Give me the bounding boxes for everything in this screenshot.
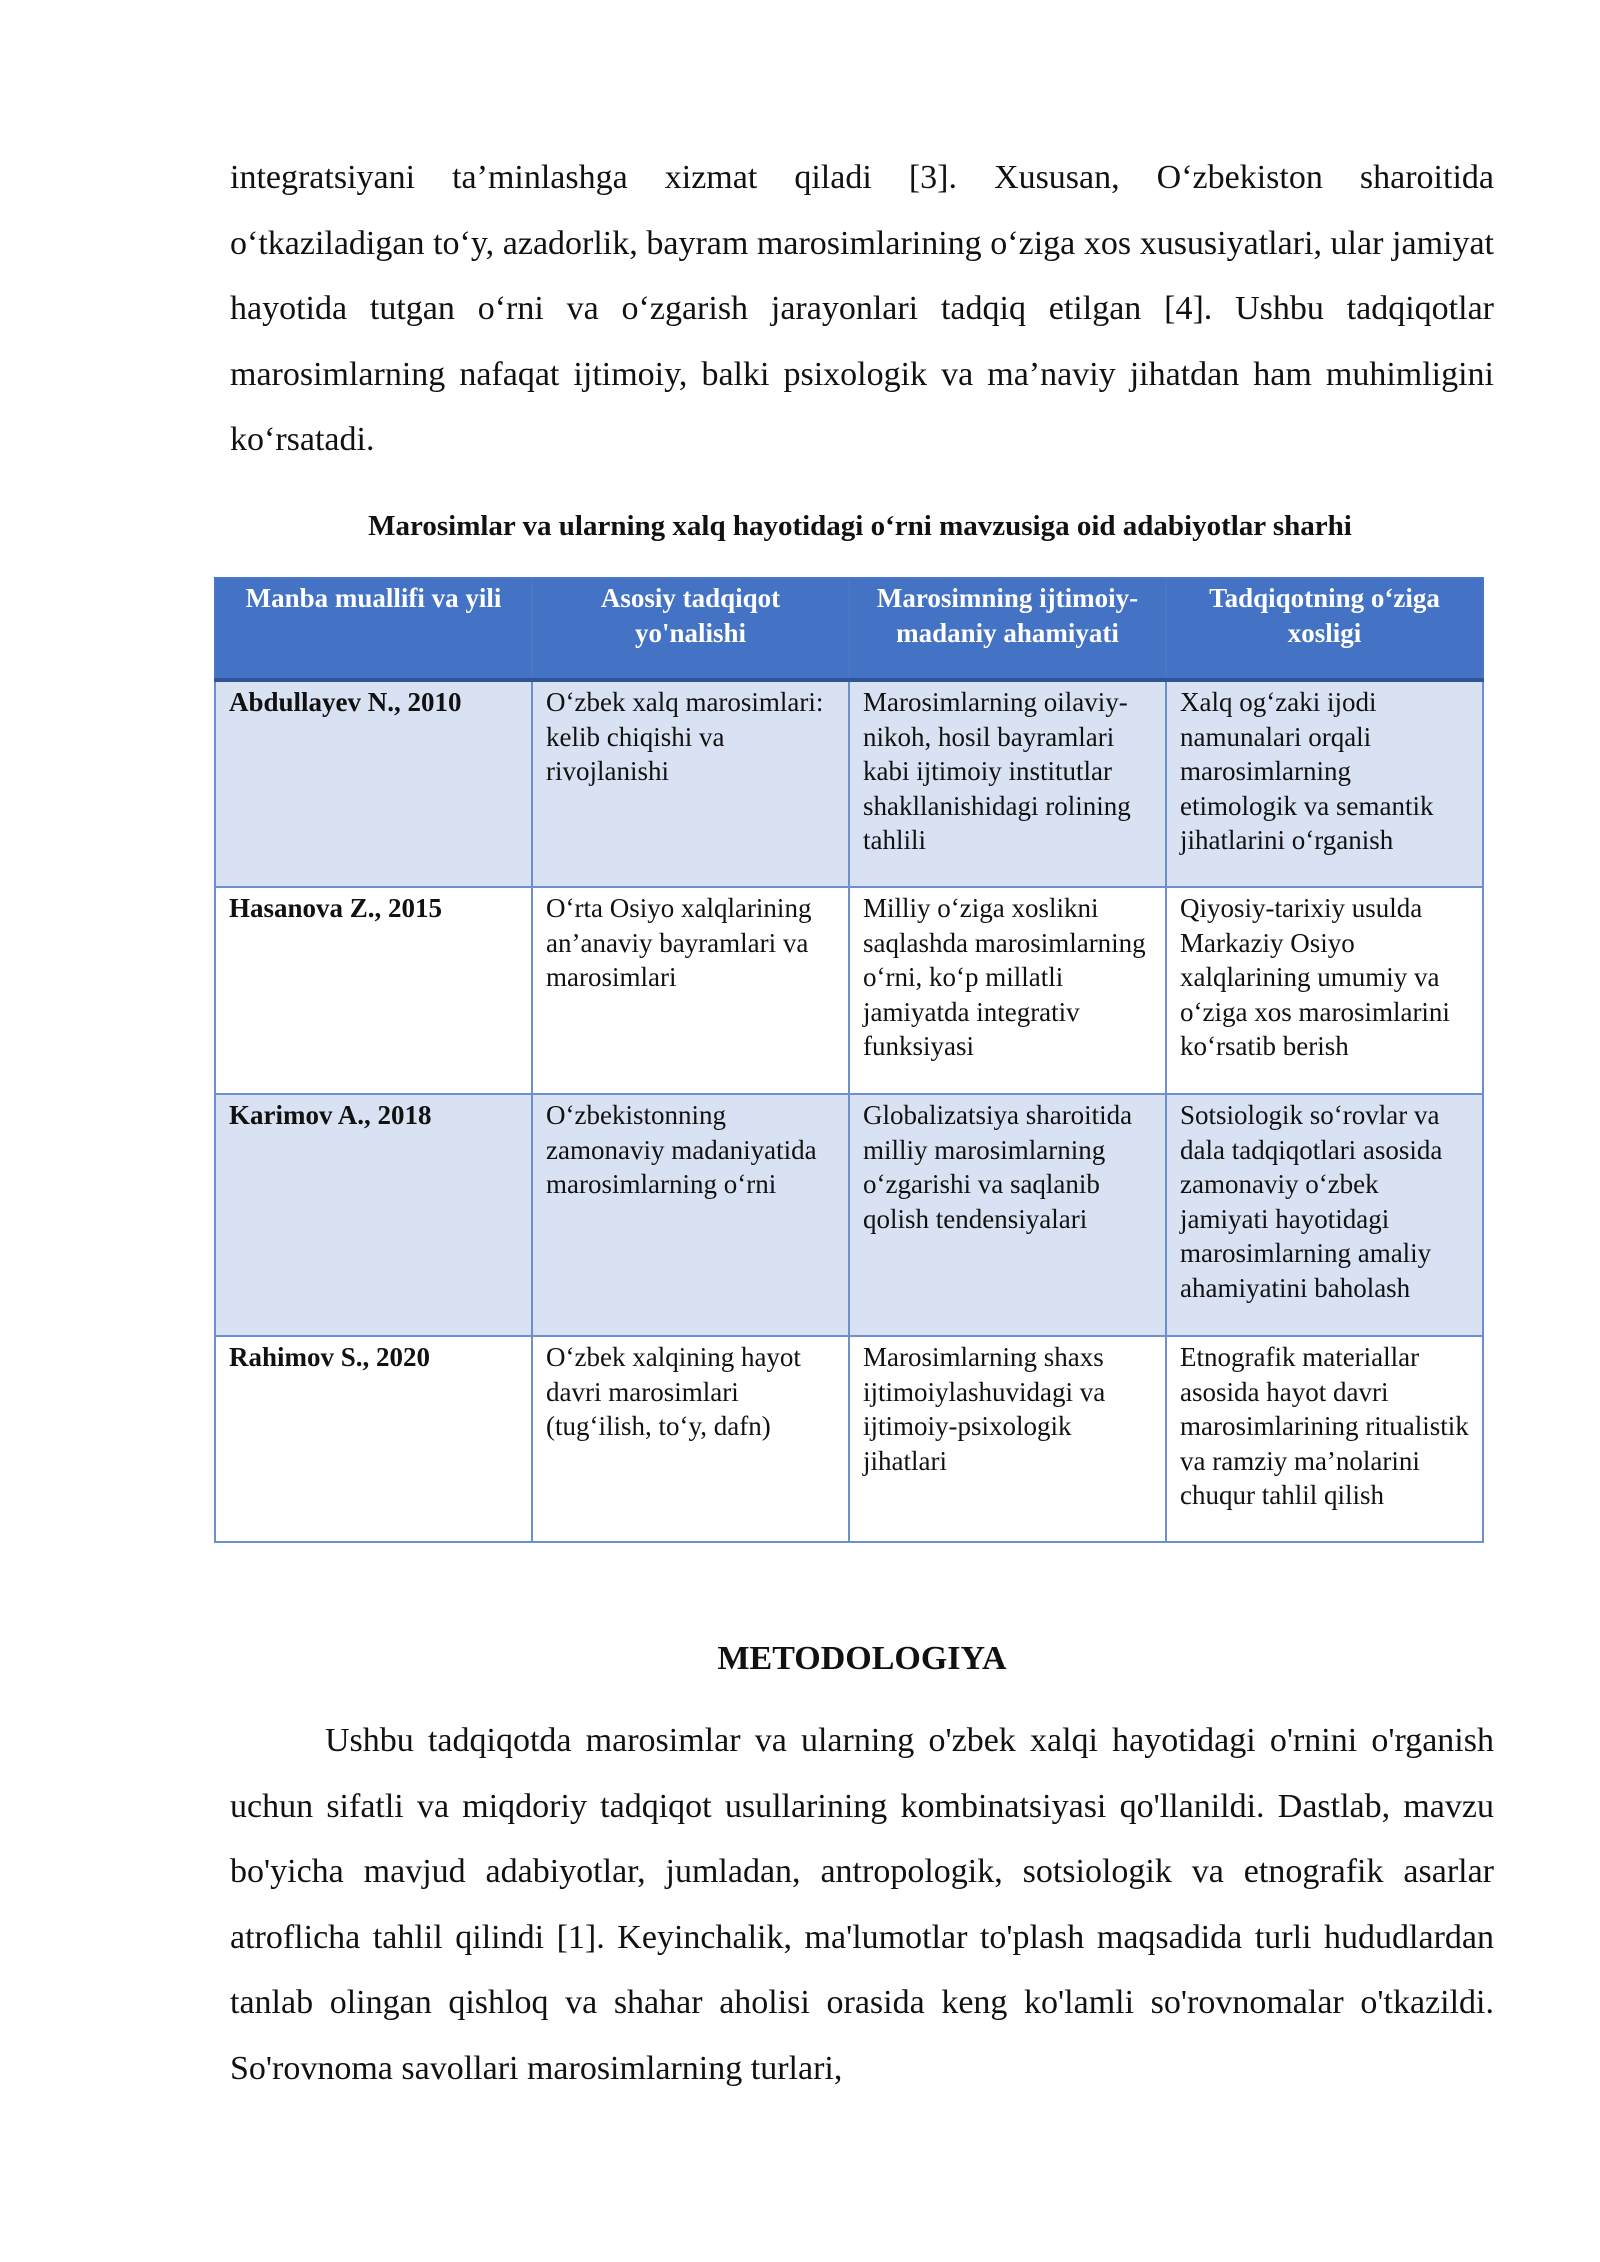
table-caption: Marosimlar va ularning xalq hayotidagi o‘rni mavzusiga oid adabiyotlar sharhi [368, 510, 1352, 542]
methodology-paragraph: Ushbu tadqiqotda marosimlar va ularning o'zbek xalqi hayotidagi o'rnini o'rganish uchun sifatli va miqdoriy tadqiqot usullarining kombinatsiyasi qo'llanildi. Dastlab, mavzu bo'yicha mavjud adabiyotlar, jumladan, antropologik, sotsiologik va etnografik asarlar atroflicha tahlil qilindi [1]. Keyinchalik, ma'lumotlar to'plash maqsadida turli hududlardan tanlab olingan qishloq va shahar aholisi orasida keng ko'lamli so'rovnomalar o'tkazildi. So'rovnoma savollari marosimlarning turlari, [230, 1722, 1494, 2087]
intro-paragraph: integratsiyani ta’minlashga xizmat qiladi [3]. Xususan, O‘zbekiston sharoitida o‘tkaziladigan to‘y, azadorlik, bayram marosimlarining o‘ziga xos xususiyatlari, ular jamiyat hayotida tutgan o‘rni va o‘zgarish jarayonlari tadqiq etilgan [4]. Ushbu tadqiqotlar marosimlarning nafaqat ijtimoiy, balki psixologik va ma’naviy jihatdan ham muhimligini ko‘rsatadi. [230, 159, 1494, 458]
cell-direction: O‘zbek xalq marosimlari: kelib chiqishi va rivojlanishi [532, 680, 849, 887]
cell-significance: Marosimlarning oilaviy-nikoh, hosil bayramlari kabi ijtimoiy institutlar shakllanishidagi rolining tahlili [849, 680, 1166, 887]
table-row [215, 1336, 1483, 1542]
table-row [215, 680, 1483, 887]
header-uniqueness: Tadqiqotning o‘ziga xosligi [1166, 578, 1483, 680]
header-direction: Asosiy tadqiqot yo'nalishi [532, 578, 849, 680]
cell-direction: O‘rta Osiyo xalqlarining an’anaviy bayramlari va marosimlari [532, 887, 849, 1094]
header-author: Manba muallifi va yili [215, 578, 532, 680]
cell-uniqueness: Qiyosiy-tarixiy usulda Markaziy Osiyo xalqlarining umumiy va o‘ziga xos marosimlarini ko‘rsatib berish [1166, 887, 1483, 1094]
literature-review-table [214, 577, 1484, 1543]
cell-direction: O‘zbekistonning zamonaviy madaniyatida marosimlarning o‘rni [532, 1094, 849, 1336]
cell-uniqueness: Xalq og‘zaki ijodi namunalari orqali marosimlarning etimologik va semantik jihatlarini o‘rganish [1166, 680, 1483, 887]
cell-significance: Milliy o‘ziga xoslikni saqlashda marosimlarning o‘rni, ko‘p millatli jamiyatda integrativ funksiyasi [849, 887, 1166, 1094]
cell-author: Hasanova Z., 2015 [215, 887, 532, 1094]
cell-uniqueness: Etnografik materiallar asosida hayot davri marosimlarining ritualistik va ramziy ma’nolarini chuqur tahlil qilish [1166, 1336, 1483, 1542]
header-significance: Marosimning ijtimoiy-madaniy ahamiyati [849, 578, 1166, 680]
cell-author: Karimov A., 2018 [215, 1094, 532, 1336]
cell-significance: Globalizatsiya sharoitida milliy marosimlarning o‘zgarishi va saqlanib qolish tendensiyalari [849, 1094, 1166, 1336]
cell-author: Rahimov S., 2020 [215, 1336, 532, 1542]
table-row [215, 1094, 1483, 1336]
section-heading: METODOLOGIYA [717, 1640, 1007, 1677]
cell-significance: Marosimlarning shaxs ijtimoiylashuvidagi va ijtimoiy-psixologik jihatlari [849, 1336, 1166, 1542]
table-row [215, 887, 1483, 1094]
cell-uniqueness: Sotsiologik so‘rovlar va dala tadqiqotlari asosida zamonaviy o‘zbek jamiyati hayotidagi marosimlarning amaliy ahamiyatini baholash [1166, 1094, 1483, 1336]
cell-author: Abdullayev N., 2010 [215, 680, 532, 887]
table-header-row [215, 578, 1483, 680]
cell-direction: O‘zbek xalqining hayot davri marosimlari (tug‘ilish, to‘y, dafn) [532, 1336, 849, 1542]
